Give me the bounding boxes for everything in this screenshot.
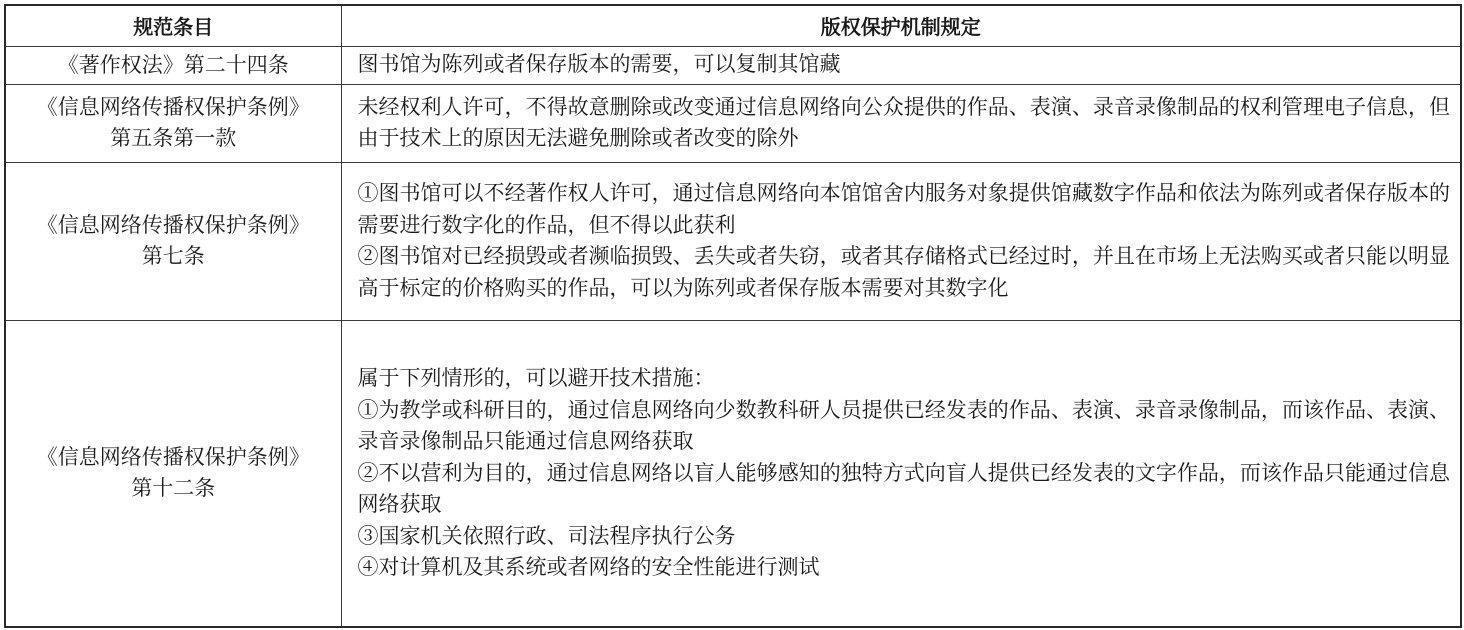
clause-cell — [5, 162, 341, 320]
clause-cell — [5, 320, 341, 627]
provision-cell — [341, 320, 1461, 627]
clause-cell — [5, 46, 341, 84]
provision-paragraph: ④对计算机及其系统或者网络的安全性能进行测试 — [357, 555, 820, 579]
table-row — [5, 84, 1461, 162]
regulation-table-container — [4, 4, 1460, 626]
provision-cell — [341, 46, 1461, 84]
header-provision: 版权保护机制规定 — [341, 5, 1461, 46]
table-row — [5, 162, 1461, 320]
table-header-row — [5, 5, 1461, 46]
provision-paragraph: ③国家机关依照行政、司法程序执行公务 — [357, 523, 736, 548]
table-row — [5, 320, 1461, 627]
clause-line: 《著作权法》第二十四条 — [57, 52, 289, 77]
provision-paragraph: ①图书馆可以不经著作权人许可，通过信息网络向本馆馆舍内服务对象提供馆藏数字作品和依法为陈列或者保存版本的需要进行数字化的作品，但不得以此获利 — [357, 181, 1450, 237]
clause-cell — [5, 84, 341, 162]
provision-paragraph: 未经权利人许可，不得故意删除或改变通过信息网络向公众提供的作品、表演、录音录像制品的权利管理电子信息，但由于技术上的原因无法避免删除或者改变的除外 — [357, 94, 1450, 150]
provision-paragraph: 属于下列情形的，可以避开技术措施： — [357, 366, 715, 390]
provision-cell — [341, 84, 1461, 162]
provision-cell — [341, 162, 1461, 320]
clause-line: 第七条 — [141, 244, 205, 268]
table-row — [5, 46, 1461, 84]
clause-line: 《信息网络传播权保护条例》 — [36, 445, 310, 470]
clause-line: 第十二条 — [131, 476, 216, 501]
provision-paragraph: ②图书馆对已经损毁或者濒临损毁、丢失或者失窃，或者其存储格式已经过时，并且在市场上无法购买或者只能以明显高于标定的价格购买的作品，可以为陈列或者保存版本需要对其数字化 — [357, 244, 1450, 300]
clause-line: 《信息网络传播权保护条例》 — [36, 95, 310, 119]
copyright-regulation-table — [4, 4, 1462, 628]
header-clause: 规范条目 — [5, 5, 341, 46]
clause-line: 《信息网络传播权保护条例》 — [36, 213, 310, 237]
provision-paragraph: ②不以营利为目的，通过信息网络以盲人能够感知的独特方式向盲人提供已经发表的文字作品，而该作品只能通过信息网络获取 — [357, 460, 1450, 516]
clause-line: 第五条第一款 — [110, 126, 237, 150]
provision-paragraph: 图书馆为陈列或者保存版本的需要，可以复制其馆藏 — [357, 52, 841, 77]
provision-paragraph: ①为教学或科研目的，通过信息网络向少数教科研人员提供已经发表的作品、表演、录音录像制品，而该作品、表演、录音录像制品只能通过信息网络获取 — [357, 397, 1450, 453]
